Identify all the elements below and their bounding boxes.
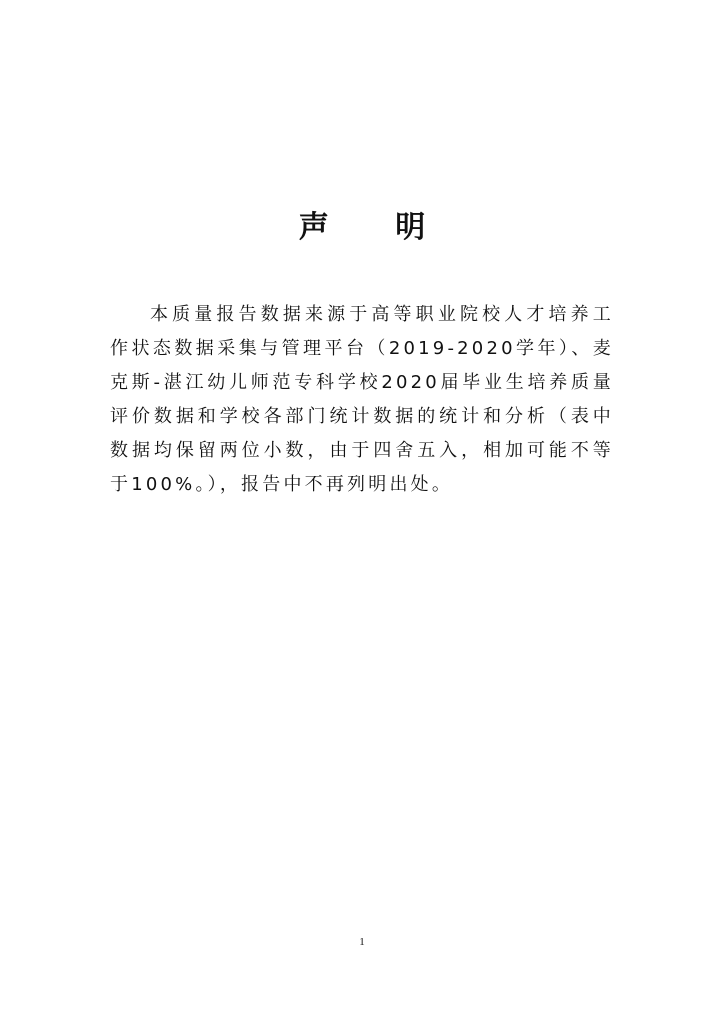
page-number: 1 bbox=[359, 936, 365, 948]
page-title: 声 明 bbox=[298, 210, 454, 245]
statement-paragraph: 本质量报告数据来源于高等职业院校人才培养工作状态数据采集与管理平台（2019-2020学年）、麦克斯-湛江幼儿师范专科学校2020届毕业生培养质量评价数据和学校各部门统计数据的统计和分析（表中数据均保留两位小数，由于四舍五入，相加可能不等于100%。），报告中不再列明出处。 bbox=[110, 304, 614, 495]
